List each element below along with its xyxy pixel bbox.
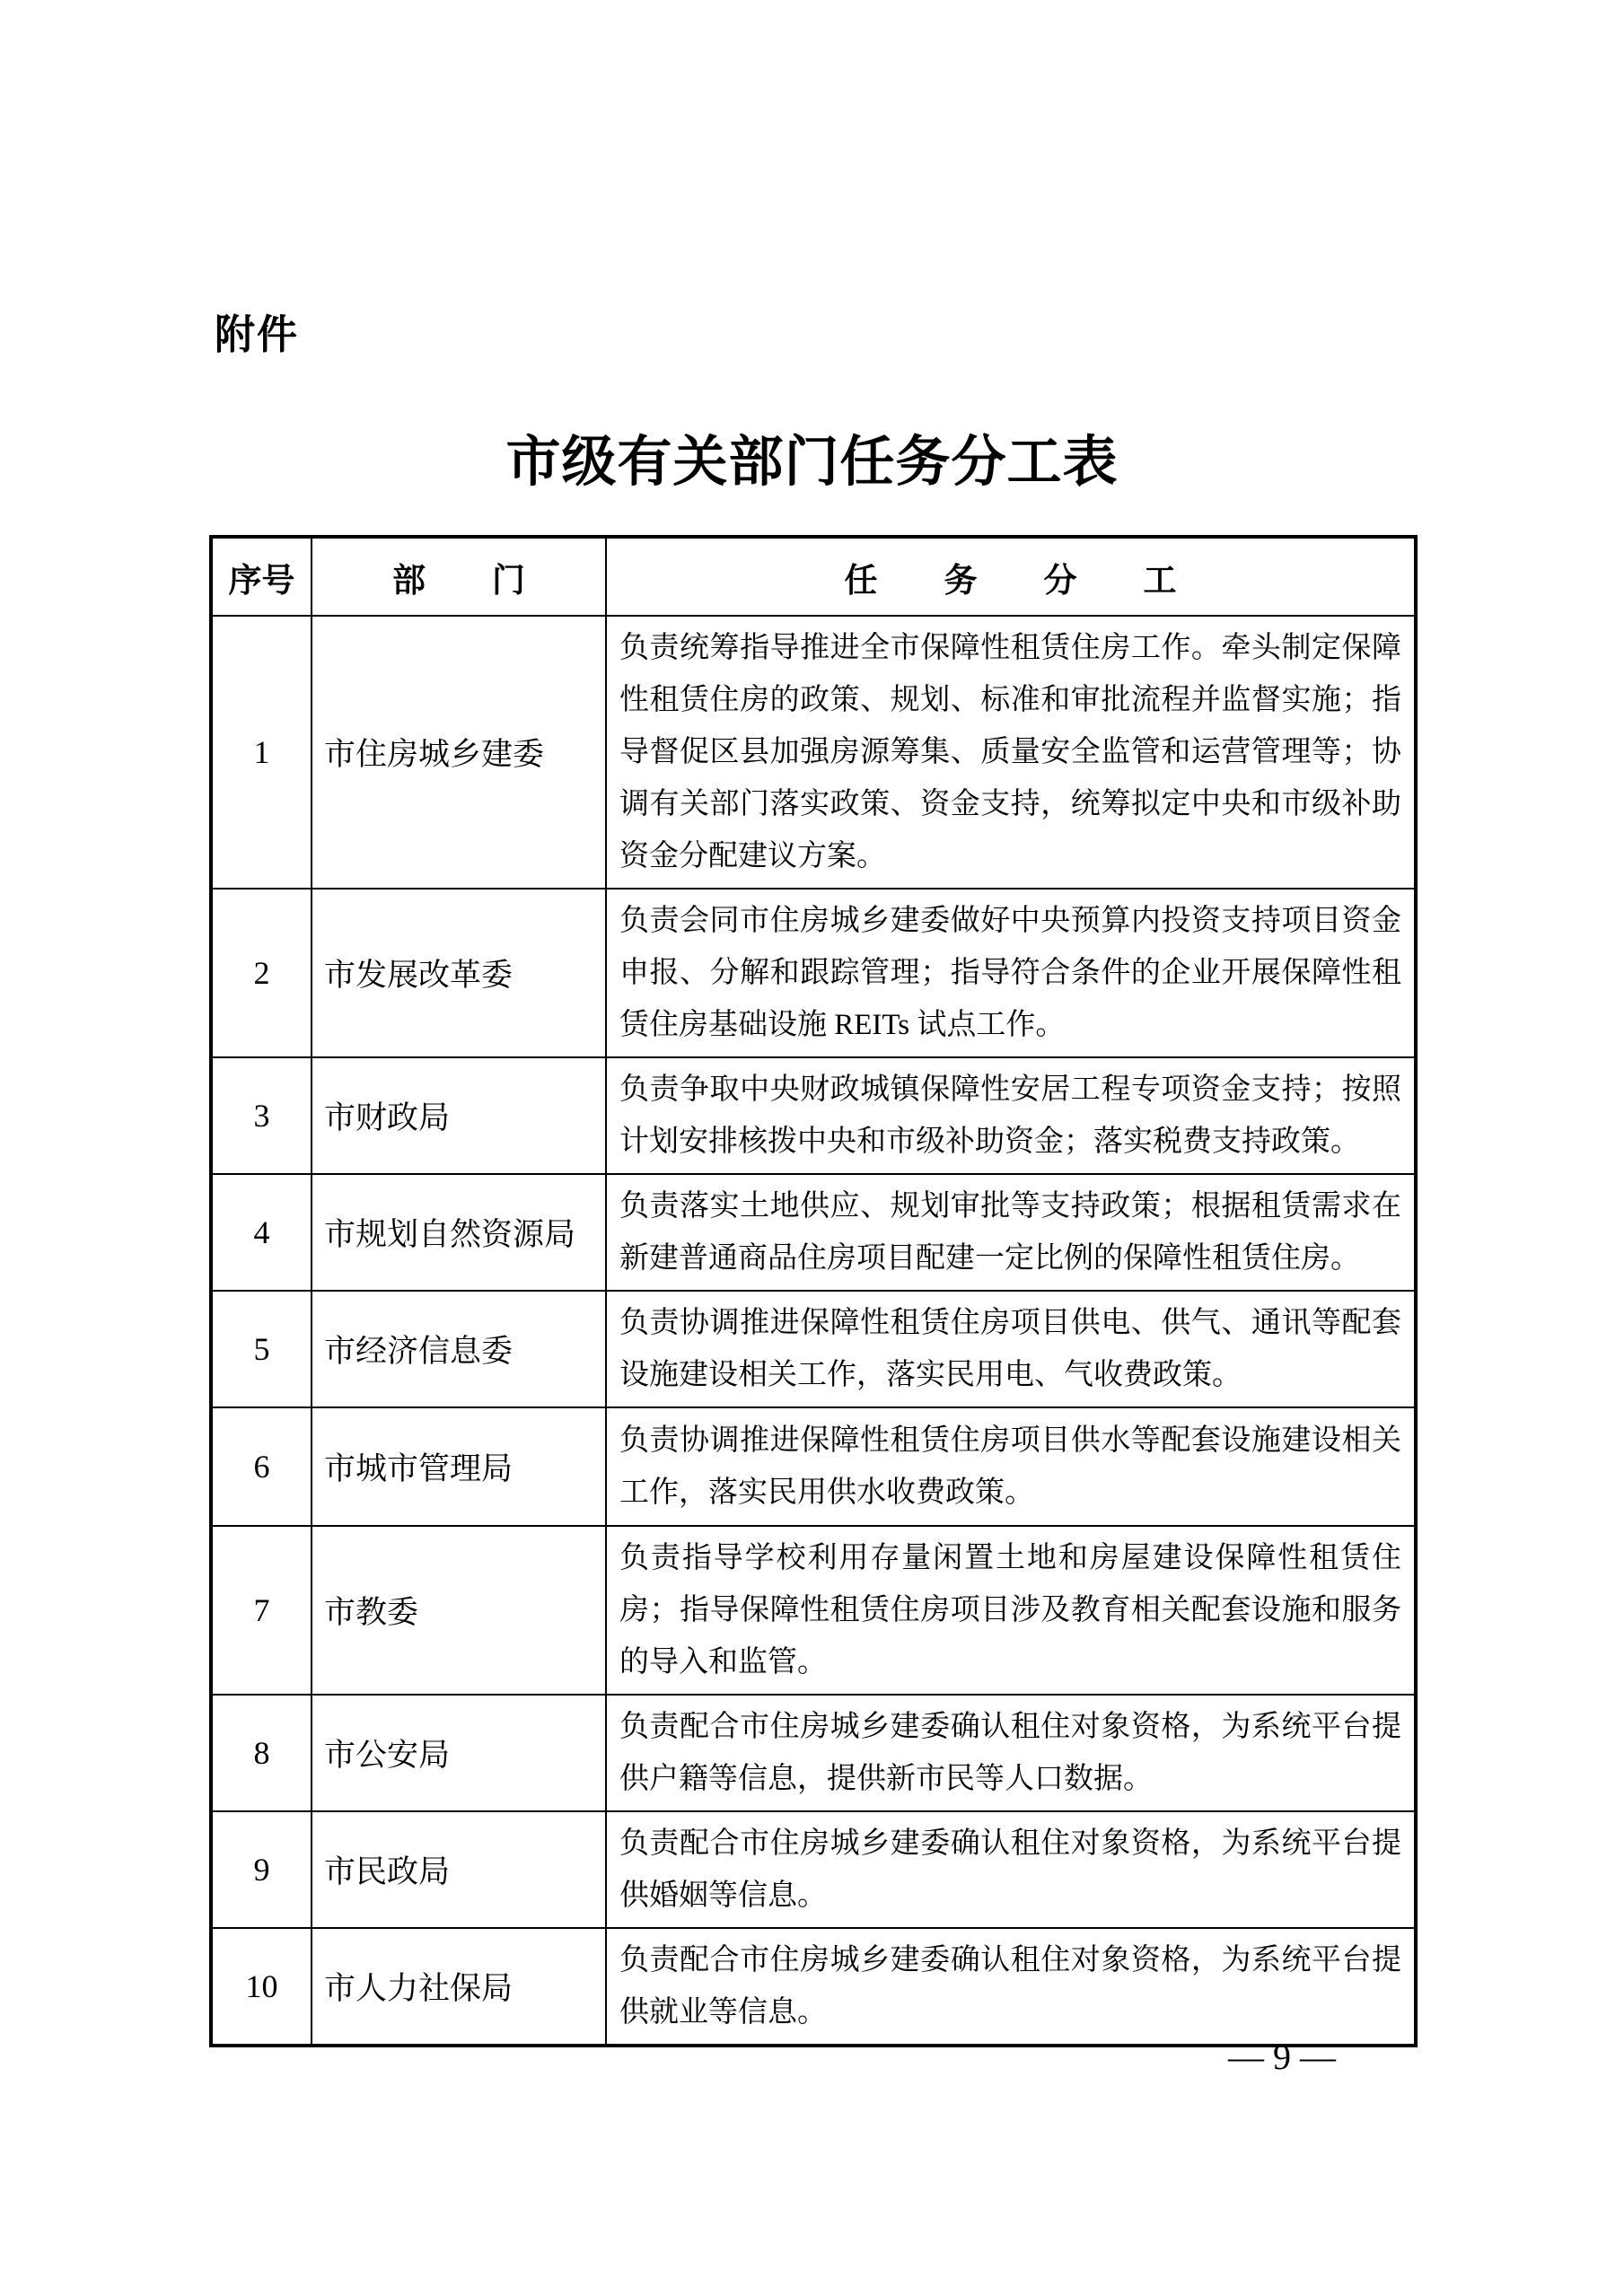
task-cell: 负责配合市住房城乡建委确认租住对象资格，为系统平台提供婚姻等信息。 xyxy=(606,1811,1416,1928)
row-number-cell: 3 xyxy=(211,1057,312,1174)
task-cell: 负责配合市住房城乡建委确认租住对象资格，为系统平台提供就业等信息。 xyxy=(606,1928,1416,2046)
attachment-label: 附件 xyxy=(215,311,300,357)
row-number-cell: 7 xyxy=(211,1526,312,1695)
table-row xyxy=(211,889,1416,1057)
task-cell: 负责落实土地供应、规划审批等支持政策；根据租赁需求在新建普通商品住房项目配建一定比例的保障性租赁住房。 xyxy=(606,1174,1416,1291)
department-cell: 市城市管理局 xyxy=(312,1407,606,1526)
row-number-cell: 10 xyxy=(211,1928,312,2046)
table-row xyxy=(211,1811,1416,1928)
page-title: 市级有关部门任务分工表 xyxy=(505,433,1119,493)
header-task-division: 任 务 分 工 xyxy=(606,537,1416,616)
department-cell: 市发展改革委 xyxy=(312,889,606,1057)
task-cell: 负责协调推进保障性租赁住房项目供水等配套设施建设相关工作，落实民用供水收费政策。 xyxy=(606,1407,1416,1526)
department-cell: 市人力社保局 xyxy=(312,1928,606,2046)
department-cell: 市经济信息委 xyxy=(312,1291,606,1407)
task-cell: 负责统筹指导推进全市保障性租赁住房工作。牵头制定保障性租赁住房的政策、规划、标准和审批流程并监督实施；指导督促区县加强房源筹集、质量安全监管和运营管理等；协调有关部门落实政策、资金支持，统筹拟定中央和市级补助资金分配建议方案。 xyxy=(606,616,1416,889)
table-row xyxy=(211,1174,1416,1291)
header-department: 部 门 xyxy=(312,537,606,616)
task-cell: 负责指导学校利用存量闲置土地和房屋建设保障性租赁住房；指导保障性租赁住房项目涉及教育相关配套设施和服务的导入和监管。 xyxy=(606,1526,1416,1695)
department-cell: 市住房城乡建委 xyxy=(312,616,606,889)
table-row xyxy=(211,616,1416,889)
table-row xyxy=(211,1695,1416,1811)
table-row xyxy=(211,1526,1416,1695)
row-number-cell: 5 xyxy=(211,1291,312,1407)
table-row xyxy=(211,1057,1416,1174)
table-header-row xyxy=(211,537,1416,616)
task-cell: 负责争取中央财政城镇保障性安居工程专项资金支持；按照计划安排核拨中央和市级补助资金；落实税费支持政策。 xyxy=(606,1057,1416,1174)
department-cell: 市规划自然资源局 xyxy=(312,1174,606,1291)
table-row xyxy=(211,1407,1416,1526)
department-cell: 市公安局 xyxy=(312,1695,606,1811)
department-cell: 市财政局 xyxy=(312,1057,606,1174)
row-number-cell: 2 xyxy=(211,889,312,1057)
row-number-cell: 8 xyxy=(211,1695,312,1811)
table-row xyxy=(211,1291,1416,1407)
task-division-table xyxy=(209,535,1418,2047)
department-cell: 市民政局 xyxy=(312,1811,606,1928)
table-row xyxy=(211,1928,1416,2046)
row-number-cell: 9 xyxy=(211,1811,312,1928)
row-number-cell: 4 xyxy=(211,1174,312,1291)
row-number-cell: 1 xyxy=(211,616,312,889)
row-number-cell: 6 xyxy=(211,1407,312,1526)
page-number: — 9 — xyxy=(1228,2037,1336,2077)
task-cell: 负责协调推进保障性租赁住房项目供电、供气、通讯等配套设施建设相关工作，落实民用电、气收费政策。 xyxy=(606,1291,1416,1407)
header-serial-number: 序号 xyxy=(211,537,312,616)
task-cell: 负责配合市住房城乡建委确认租住对象资格，为系统平台提供户籍等信息，提供新市民等人口数据。 xyxy=(606,1695,1416,1811)
department-cell: 市教委 xyxy=(312,1526,606,1695)
task-cell: 负责会同市住房城乡建委做好中央预算内投资支持项目资金申报、分解和跟踪管理；指导符合条件的企业开展保障性租赁住房基础设施 REITs 试点工作。 xyxy=(606,889,1416,1057)
